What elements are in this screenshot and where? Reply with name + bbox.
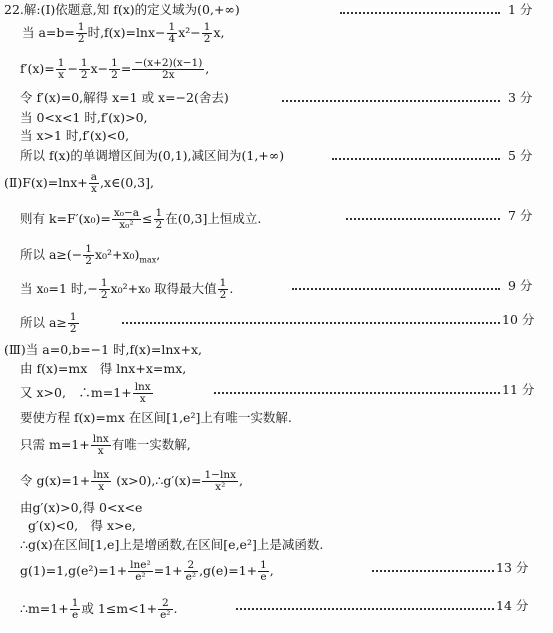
numerator: lnx [92, 433, 109, 445]
fraction [128, 560, 153, 583]
denominator: 2 [111, 69, 118, 81]
numerator: 1 [71, 597, 79, 609]
line-text: ,x∈(0,3], [100, 175, 154, 190]
line-text: = [120, 61, 132, 76]
denominator: 2 [69, 323, 77, 335]
score-label: 1 分 [508, 2, 533, 17]
line-text: 所以 a≥ [20, 315, 67, 330]
line-text: g′(x)<0, 得 x>e, [28, 518, 136, 533]
dotted-leader [346, 218, 500, 220]
denominator: e [71, 609, 79, 621]
line-text: 要使方程 f(x)=mx 在区间[1,e²]上有唯一实数解. [20, 410, 292, 425]
denominator: 2x [162, 69, 175, 81]
fraction [89, 172, 99, 195]
fraction [154, 208, 165, 231]
fraction [202, 22, 213, 45]
dotted-leader [282, 100, 500, 102]
line-text: 所以 f(x)的单调增区间为(0,1),减区间为(1,+∞) [20, 148, 285, 163]
numerator: 1 [85, 243, 92, 255]
numerator: 1 [155, 207, 163, 219]
line-text: x²− [178, 25, 201, 40]
numerator: 1 [69, 311, 77, 323]
numerator: a [90, 171, 98, 183]
line-text: 只需 m=1+ [20, 437, 90, 452]
line-text: 22.解:(Ⅰ)依题意,知 f(x)的定义域为(0,+∞) [4, 2, 240, 17]
dotted-leader [372, 570, 494, 572]
line-text: 当 0<x<1 时,f′(x)>0, [20, 110, 148, 125]
denominator: 2 [219, 289, 227, 301]
line-text: 当 a=b= [22, 25, 75, 40]
fraction [70, 598, 81, 621]
dotted-leader [122, 322, 500, 324]
line-text: 又 x>0, ∴m=1+ [20, 385, 132, 400]
fraction [167, 22, 178, 45]
line-text: , [269, 563, 274, 578]
denominator: 2 [80, 69, 88, 81]
fraction [83, 244, 94, 267]
fraction [218, 278, 229, 301]
denominator: e² [135, 571, 146, 583]
line-text: (Ⅲ)当 a=0,b=−1 时,f(x)=lnx+x, [4, 342, 202, 357]
fraction [68, 312, 79, 335]
line-text: 由 f(x)=mx 得 lnx+x=mx, [20, 361, 187, 376]
numerator: 2 [158, 598, 172, 610]
line-text: =1+ [153, 563, 183, 578]
dotted-leader [292, 288, 500, 290]
denominator: x [58, 69, 65, 81]
numerator: 1 [168, 21, 176, 33]
line-text: (x>0),∴g′(x)= [112, 473, 202, 488]
line-text: x₀²+x₀ 取得最大值 [110, 281, 217, 296]
denominator: x [90, 183, 97, 195]
dotted-leader [214, 392, 500, 394]
score-label: 3 分 [508, 90, 533, 105]
line-text: x, [213, 25, 225, 40]
numerator: 1 [80, 57, 88, 69]
line-text: 当 x₀=1 时,− [20, 281, 98, 296]
denominator: x [139, 393, 146, 405]
score-label: 11 分 [502, 382, 535, 397]
line-text: 由g′(x)>0,得 0<x<e [20, 500, 143, 515]
denominator: x² [215, 481, 226, 493]
denominator: 2 [77, 33, 85, 45]
line-text: . [173, 601, 178, 616]
fraction [91, 434, 111, 457]
line-text: , [205, 61, 210, 76]
numerator: lne² [130, 559, 151, 571]
line-text: f′(x)= [20, 61, 55, 76]
numerator: lnx [93, 469, 110, 481]
dotted-leader [236, 608, 494, 610]
numerator: 1−lnx [204, 469, 237, 481]
denominator: 2 [155, 219, 163, 231]
denominator: e [260, 571, 267, 583]
line-text: 则有 k=F′(x₀)= [20, 211, 111, 226]
dotted-leader [332, 158, 500, 160]
fraction [184, 560, 198, 583]
denominator: 2 [100, 289, 108, 301]
score-label: 13 分 [496, 560, 529, 575]
numerator: x₀−a [113, 207, 140, 219]
denominator: 4 [168, 33, 176, 45]
numerator: 2 [184, 560, 198, 572]
line-text: 令 f′(x)=0,解得 x=1 或 x=−2(舍去) [20, 90, 229, 105]
line-text: ∴m=1+ [20, 601, 69, 616]
numerator: 1 [57, 57, 65, 69]
fraction [258, 560, 269, 583]
line-text: ,g(e)=1+ [199, 563, 258, 578]
line-text: 有唯一实数解, [111, 437, 191, 452]
fraction [202, 470, 238, 493]
fraction [79, 58, 90, 81]
denominator: 2 [203, 33, 211, 45]
score-label: 5 分 [508, 148, 533, 163]
numerator: 1 [260, 559, 267, 571]
line-text: x− [90, 61, 109, 76]
line-text: (Ⅱ)F(x)=lnx+ [4, 175, 88, 190]
dotted-leader [340, 12, 500, 14]
denominator: x [97, 445, 104, 457]
line-text: , [156, 247, 161, 262]
numerator: 1 [100, 277, 108, 289]
numerator: 1 [77, 21, 85, 33]
score-label: 9 分 [508, 278, 533, 293]
line-text: 当 x>1 时,f′(x)<0, [20, 128, 130, 143]
line-text: , [239, 473, 243, 488]
line-text: 令 g(x)=1+ [20, 473, 91, 488]
line-text: 或 1≤m<1+ [81, 601, 158, 616]
fraction [158, 598, 172, 621]
line-text: . [229, 281, 234, 296]
line-text: 时,f(x)=lnx− [87, 25, 166, 40]
score-label: 7 分 [508, 208, 533, 223]
numerator: −(x+2)(x−1) [134, 57, 203, 69]
score-label: 10 分 [502, 312, 535, 327]
fraction [99, 278, 110, 301]
line-text: ∴g(x)在区间[1,e]上是增函数,在区间[e,e²]上是减函数. [20, 537, 324, 552]
fraction [91, 470, 111, 493]
fraction [76, 22, 87, 45]
line-text: ≤ [142, 211, 153, 226]
numerator: 1 [111, 57, 118, 69]
score-label: 14 分 [496, 598, 529, 613]
fraction [132, 58, 204, 81]
numerator: lnx [134, 381, 151, 393]
fraction [112, 208, 141, 231]
denominator: e² [185, 571, 197, 583]
denominator: e² [160, 609, 171, 621]
denominator: x₀² [119, 219, 134, 231]
line-text: g(1)=1,g(e²)=1+ [20, 563, 128, 578]
line-text: 在(0,3]上恒成立. [165, 211, 262, 226]
numerator: 1 [219, 277, 227, 289]
line-text: 所以 a≥(− [20, 247, 83, 262]
line-text: x₀²+x₀) [94, 247, 140, 262]
fraction [133, 382, 153, 405]
subscript-text: max [139, 255, 157, 265]
line-text: − [67, 61, 78, 76]
denominator: x [98, 481, 105, 493]
fraction [56, 58, 67, 81]
numerator: 1 [203, 21, 211, 33]
fraction [109, 58, 120, 81]
denominator: 2 [85, 255, 92, 267]
